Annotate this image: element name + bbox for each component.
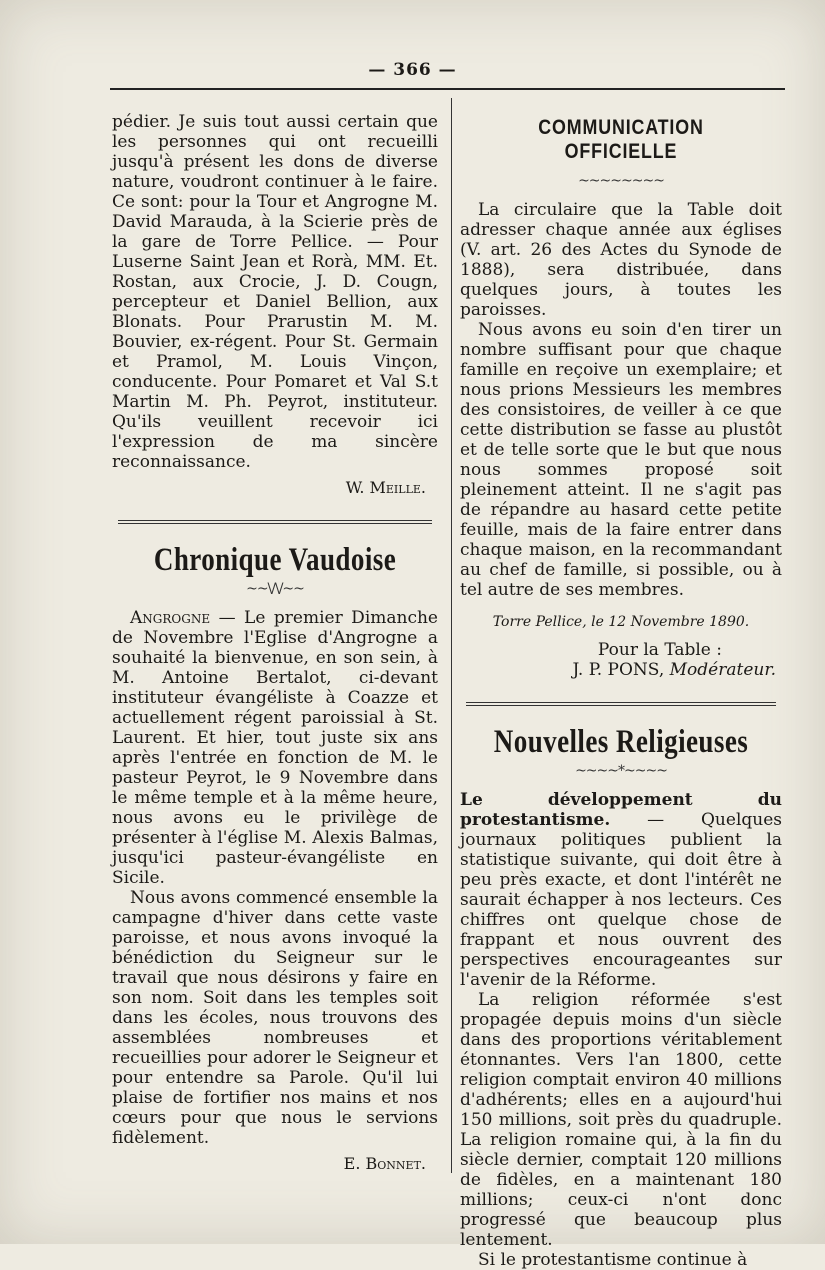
- left-paragraph-1: pédier. Je suis tout aussi certain que les personnes qui ont recueilli jusqu'à présent les dons de diverse nature, voudront continuer à le faire. Ce sont: pour la Tour et Angrogne M. David Marauda, à la Scierie près de la gare de Torre Pellice. — Pour Luserne Saint Jean et Rorà, MM. Et. Rostan, aux Crocie, J. D. Cougn, percepteur et Daniel Bellion, aux Blonats. Pour Prarustin M. M. Bouvier, ex-régent. Pour St. Germain et Pramol, M. Louis Vinçon, conducente. Pour Pomaret et Val S.t Martin M. Ph. Peyrot, instituteur. Qu'ils veuillent recevoir ici l'expression de ma sincère reconnaissance.: [112, 112, 438, 472]
- signature-meille: W. Meille.: [345, 478, 426, 497]
- right-paragraph-protestantisme: [460, 790, 782, 990]
- section-heading-chronique: Chronique Vaudoise: [153, 542, 397, 578]
- article-lead-title: Le développement du protestantisme.: [460, 790, 782, 830]
- right-paragraph-1: La circulaire que la Table doit adresser chaque année aux églises (V. art. 26 des Actes du Synode de 1888), sera distribuée, dans quelques jours, à toutes les paroisses.: [460, 200, 782, 320]
- right-paragraph-2: Nous avons eu soin d'en tirer un nombre suffisant pour que chaque famille en reçoive un exemplaire; et nous prions Messieurs les membres des consistoires, de veiller à ce que cette distribution se fasse au plustôt et de telle sorte que le but que nous nous sommes proposé soit pleinement atteint. Il ne s'agit pas de répandre au hasard cette petite feuille, mais de la faire entrer dans chaque maison, en la recommandant au chef de famille, si possible, ou à tel autre de ses membres.: [460, 320, 782, 600]
- ornament-squiggle: ~~\/\/~~: [246, 581, 304, 597]
- place-name-lead: Angrogne: [130, 608, 211, 628]
- right-paragraph-5: Si le protestantisme continue à: [478, 1250, 748, 1270]
- dateline: Torre Pellice, le 12 Novembre 1890.: [492, 614, 750, 630]
- signature-pons: [460, 660, 782, 680]
- left-paragraph-angrogne: [112, 608, 438, 888]
- section-separator-right: [466, 702, 776, 706]
- signature-pons-title: Modérateur.: [669, 660, 776, 680]
- right-paragraph-protestantisme-text: — Quelques journaux politiques publient la statistique suivante, qui doit être à peu près exacte, et dont l'intérêt ne saurait échapper à nos lecteurs. Ces chiffres ont quelque chose de frappant et nous ouvrent des perspectives encourageantes sur l'avenir de la Réforme.: [460, 810, 782, 990]
- signature-bonnet: E. Bonnet.: [343, 1154, 426, 1173]
- right-paragraph-4: La religion réformée s'est propagée depuis moins d'un siècle dans des proportions véritablement étonnantes. Vers l'an 1800, cette religion comptait environ 40 millions d'adhérents; elles en a aujourd'hui 150 millions, soit près du quadruple. La religion romaine qui, à la fin du siècle dernier, comptait 120 millions de fidèles, en a maintenant 180 millions; ceux-ci n'ont donc progressé que beaucoup plus lentement.: [460, 990, 782, 1250]
- section-heading-nouvelles: Nouvelles Religieuses: [493, 724, 749, 760]
- signature-table: Pour la Table :: [597, 640, 722, 660]
- left-column: [112, 112, 438, 1174]
- header-rule: [110, 88, 785, 90]
- signature-pons-name: J. P. PONS,: [572, 660, 670, 680]
- ornament-star: ~~~~*~~~~: [575, 763, 667, 779]
- left-paragraph-3: Nous avons commencé ensemble la campagne d'hiver dans cette vaste paroisse, et nous avons invoqué la bénédiction du Seigneur sur le travail que nous désirons y faire en son nom. Soit dans les temples soit dans les écoles, nous trouvons des assemblées nombreuses et recueillies pour adorer le Seigneur et pour entendre sa Parole. Qu'il lui plaise de fortifier nos mains et nos cœurs pour que nous le servions fidèlement.: [112, 888, 438, 1148]
- section-heading-communication: COMMUNICATION OFFICIELLE: [538, 116, 704, 163]
- ornament-line-1: ~~~~~~~~: [578, 173, 664, 189]
- column-divider: [451, 98, 452, 1173]
- right-column: [460, 112, 782, 1270]
- left-paragraph-angrogne-text: — Le premier Dimanche de Novembre l'Eglise d'Angrogne a souhaité la bienvenue, en son sein, à M. Antoine Bertalot, ci-devant instituteur évangéliste à Coazze et actuellement régent paroissial à St. Laurent. Et hier, tout juste six ans après l'entrée en fonction de M. le pasteur Peyrot, le 9 Novembre dans le même temple et à la même heure, nous avons eu le privilège de présenter à l'église M. Alexis Balmas, jusqu'ici pasteur-évangéliste en Sicile.: [112, 608, 438, 888]
- section-separator: [118, 520, 432, 524]
- page-number: — 366 —: [368, 60, 457, 80]
